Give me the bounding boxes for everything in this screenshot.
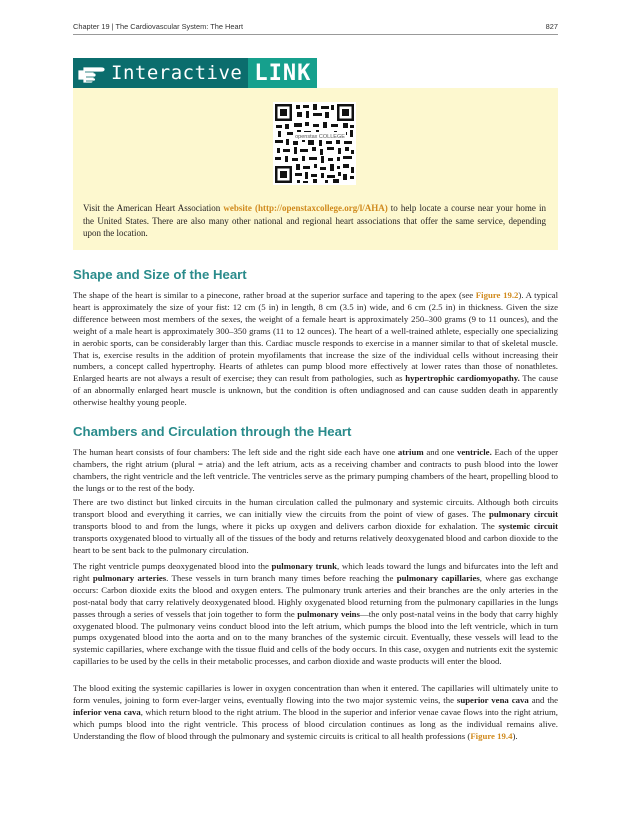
- interactive-link-box: [73, 88, 558, 250]
- paragraph-chambers-4: The blood exiting the systemic capillaries is lower in oxygen concentration than when it entered. The capillaries will ultimately unite to form venules, joining to form ever-larger veins, eventually flowing into the two major systemic veins, the superior vena cava and the inferior vena cava, which return blood to the right atrium. The blood in the superior and inferior venae cavae flows into the right atrium, which pumps blood into the right ventricle. This process of blood circulation continues as long as the individual remains alive. Understanding the flow of blood through the pulmonary and systemic circuits is critical to all health professions (Figure 19.4).: [73, 683, 559, 741]
- qr-code-image[interactable]: [273, 102, 356, 185]
- figure-19-4-link[interactable]: Figure 19.4: [470, 730, 513, 741]
- header-divider: [73, 34, 558, 35]
- aha-website-link[interactable]: website (http://openstaxcollege.org/l/AHA): [223, 203, 388, 213]
- paragraph-shape-size: The shape of the heart is similar to a pinecone, rather broad at the superior surface and tapering to the apex (see Figure 19.2). A typical heart is approximately the size of your fist: 12 cm (5 in) in length, 8 cm (3.5 in) wide, and 6 cm (2.5 in) in thickness. Given the size difference between most members of the sexes, the weight of a female heart is approximately 250–300 grams (9 to 11 ounces), and the weight of a male heart is approximately 300–350 grams (11 to 12 ounces). The heart of a well-trained athlete, especially one specializing in aerobic sports, can be considerably larger than this. Cardiac muscle responds to exercise in a manner similar to that of skeletal muscle. That is, exercise results in the addition of protein myofilaments that increase the size of the individual cells without increasing their numbers, a concept called hypertrophy. Hearts of athletes can pump blood more effectively at lower rates than those of nonathletes. Enlarged hearts are not always a result of exercise; they can result from pathologies, such as hypertrophic cardiomyopathy. The cause of an abnormally enlarged heart muscle is unknown, but the condition is often undiagnosed and can cause sudden death in apparently otherwise healthy young people.: [73, 290, 558, 408]
- interactive-label-block: [73, 58, 248, 88]
- interactive-label: Interactive: [111, 62, 243, 84]
- link-label: LINK: [248, 58, 317, 88]
- paragraph-chambers-2: There are two distinct but linked circuits in the human circulation called the pulmonary and systemic circuits. Although both circuits transport blood and everything it carries, we can initially view the circuits from the point of view of gases. The pulmonary circuit transports blood to and from the lungs, where it picks up oxygen and delivers carbon dioxide for exhalation. The systemic circuit transports oxygenated blood to virtually all of the tissues of the body and returns relatively deoxygenated blood and carbon dioxide to the heart to be sent back to the pulmonary circulation.: [73, 497, 558, 555]
- page-number: 827: [545, 22, 558, 31]
- section-heading-chambers: Chambers and Circulation through the Heart: [73, 424, 352, 439]
- interactive-link-banner: [73, 58, 317, 88]
- figure-19-2-link[interactable]: Figure 19.2: [475, 290, 519, 300]
- section-heading-shape-size: Shape and Size of the Heart: [73, 267, 247, 282]
- interactive-link-text: Visit the American Heart Association website (http://openstaxcollege.org/l/AHA) to help locate a course near your home in the United States. There are also many other national and regional heart associations that offer the same service, depending upon the location.: [83, 203, 546, 239]
- paragraph-chambers-1: The human heart consists of four chambers: The left side and the right side each have one atrium and one ventricle. Each of the upper chambers, the right atrium (plural = atria) and the left atrium, acts as a receiving chamber and contracts to push blood into the lower chambers, the right ventricle and the left ventricle. The ventricles serve as the primary pumping chambers of the heart, propelling blood to the lungs or to the rest of the body.: [73, 447, 558, 493]
- page-header: [73, 22, 558, 34]
- qr-caption: openstax COLLEGE: [295, 134, 345, 140]
- pointing-hand-icon: [77, 62, 107, 84]
- chapter-title: Chapter 19 | The Cardiovascular System: The Heart: [73, 22, 244, 31]
- paragraph-chambers-3: The right ventricle pumps deoxygenated blood into the pulmonary trunk, which leads toward the lungs and bifurcates into the left and right pulmonary arteries. These vessels in turn branch many times before reaching the pulmonary capillaries, where gas exchange occurs: Carbon dioxide exits the blood and oxygen enters. The pulmonary trunk arteries and their branches are the only arteries in the post-natal body that carry relatively deoxygenated blood. Highly oxygenated blood returning from the pulmonary capillaries in the lungs passes through a series of vessels that join together to form the pulmonary veins—the only post-natal veins in the body that carry highly oxygenated blood. The pulmonary veins conduct blood into the left atrium, which pumps the blood into the left ventricle, which in turn pumps oxygenated blood into the aorta and on to the many branches of the systemic circuit. Eventually, these vessels will lead to the systemic capillaries, where exchange with the tissue fluid and cells of the body occurs. In this case, oxygen and nutrients exit the systemic capillaries to be used by the cells in their metabolic processes, and carbon dioxide and waste products will enter the blood.: [73, 561, 558, 667]
